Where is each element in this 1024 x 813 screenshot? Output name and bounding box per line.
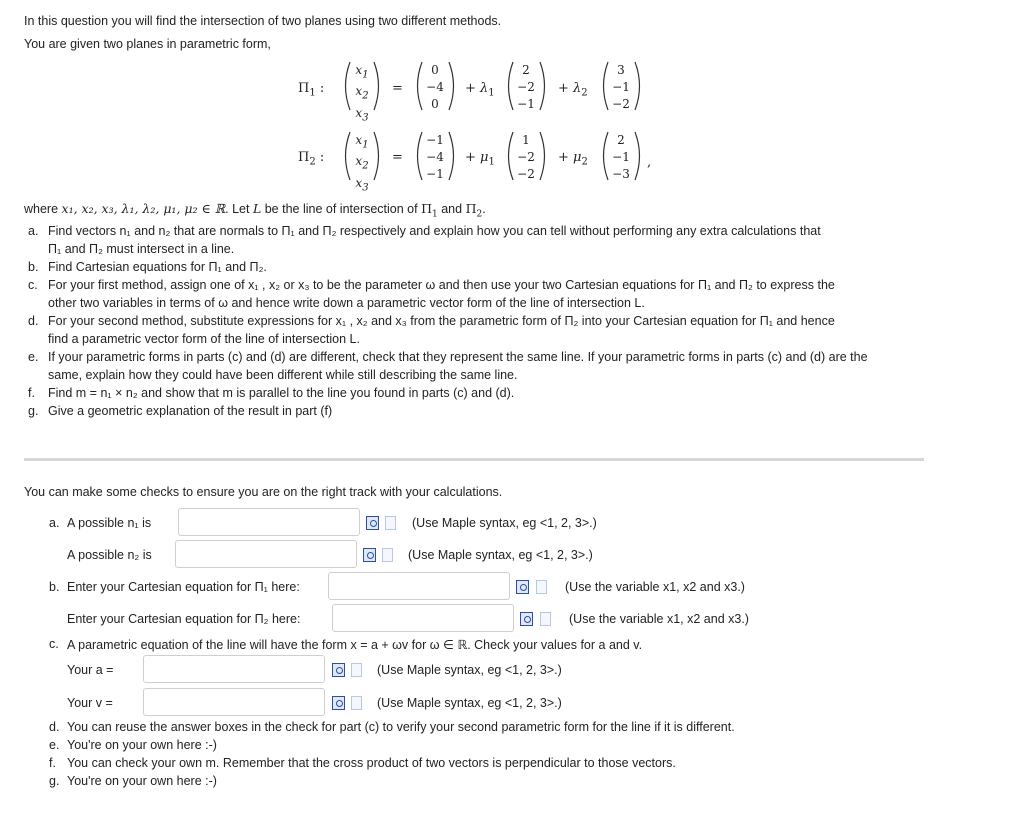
part-d: d. For your second method, substitute expressions for x₁ , x₂ and x₃ from the parametric form of Π₂ into your Cartesian equation for Π₁ and hence find a parametric vector form of the line of intersection L.: [28, 314, 835, 346]
plane1-dir2-vector: 3 −1 −2: [612, 63, 630, 111]
check-b-label: b.: [49, 580, 60, 594]
check-d-label: d.: [49, 720, 60, 734]
help-icon[interactable]: [351, 696, 362, 710]
preview-icon[interactable]: [366, 516, 379, 530]
check-c-text: A parametric equation of the line will have the form x = a + ωv for ω ∈ ℝ. Check your values for a and v.: [67, 638, 643, 652]
part-b: b. Find Cartesian equations for Π₁ and Π₂.: [28, 260, 267, 274]
check-f-text: You can check your own m. Remember that the cross product of two vectors is perpendicular to those vectors.: [67, 756, 676, 770]
check-a2-text: A possible n₂ is: [67, 548, 152, 562]
help-icon[interactable]: [540, 612, 551, 626]
variable-hint: (Use the variable x1, x2 and x3.): [569, 612, 749, 626]
plane1-name: Π: [298, 81, 310, 96]
intro-line-2: You are given two planes in parametric form,: [24, 37, 271, 51]
a-vector-input[interactable]: [143, 655, 325, 683]
check-g-text: You're on your own here :-): [67, 774, 217, 788]
plane2-name: Π: [298, 150, 310, 165]
preview-icon[interactable]: [516, 580, 529, 594]
help-icon[interactable]: [385, 516, 396, 530]
part-c: c. For your first method, assign one of x₁ , x₂ or x₃ to be the parameter ω and then use your two Cartesian equations for Π₁ and Π₂ to express the other two variables in terms of ω and hence write down a parametric vector form of the line of intersection L.: [28, 278, 835, 310]
paren-right: [372, 60, 384, 112]
help-icon[interactable]: [536, 580, 547, 594]
plane2-dir1-vector: 1 −2 −2: [517, 133, 535, 181]
check-d-text: You can reuse the answer boxes in the check for part (c) to verify your second parametric form for the line if it is different.: [67, 720, 735, 734]
paren-right: [372, 130, 384, 182]
where-line: where x₁, x₂, x₃, λ₁, λ₂, μ₁, μ₂ ∈ ℝ. Let L be the line of intersection of $\Pi_1$ and $\Pi_2$.: [24, 201, 486, 220]
check-g-label: g.: [49, 774, 60, 788]
preview-icon[interactable]: [363, 548, 376, 562]
help-icon[interactable]: [351, 663, 362, 677]
plane2-vars-vector: $x_1$ $x_2$ $x_3$: [355, 133, 369, 194]
variables-set: x₁, x₂, x₃, λ₁, λ₂, μ₁, μ₂ ∈ ℝ: [61, 201, 226, 216]
section-divider: [24, 458, 924, 461]
paren-right: [633, 60, 645, 112]
check-a-label: a.: [49, 516, 60, 530]
variable-hint: (Use the variable x1, x2 and x3.): [565, 580, 745, 594]
n1-input[interactable]: [178, 508, 360, 536]
n2-input[interactable]: [175, 540, 357, 568]
check-c-a-text: Your a =: [67, 663, 114, 677]
plane2-dir2-vector: 2 −1 −3: [612, 133, 630, 181]
plane1-dir1-vector: 2 −2 −1: [517, 63, 535, 111]
cartesian1-input[interactable]: [328, 572, 510, 600]
check-e-label: e.: [49, 738, 60, 752]
cartesian2-input[interactable]: [332, 604, 514, 632]
v-vector-input[interactable]: [143, 688, 325, 716]
help-icon[interactable]: [382, 548, 393, 562]
paren-right: [633, 130, 645, 182]
preview-icon[interactable]: [332, 696, 345, 710]
maple-hint: (Use Maple syntax, eg <1, 2, 3>.): [377, 663, 562, 677]
preview-icon[interactable]: [332, 663, 345, 677]
intro-line-1: In this question you will find the intersection of two planes using two different methods.: [24, 14, 502, 28]
checks-intro: You can make some checks to ensure you are on the right track with your calculations.: [24, 485, 503, 499]
check-b1-text: Enter your Cartesian equation for Π₁ here:: [67, 580, 300, 594]
plane2-sub: 2: [309, 156, 316, 168]
part-a: a. Find vectors n₁ and n₂ that are normals to Π₁ and Π₂ respectively and explain how you can tell without performing any extra calculations that Π₁ and Π₂ must intersect in a line.: [28, 224, 821, 256]
check-f-label: f.: [49, 756, 56, 770]
maple-hint: (Use Maple syntax, eg <1, 2, 3>.): [412, 516, 597, 530]
plane1-point-vector: 0 −4 0: [426, 63, 444, 111]
check-c-label: c.: [49, 637, 59, 651]
question-parts: [28, 222, 868, 420]
check-a1-text: A possible n₁ is: [67, 516, 152, 530]
paren-right: [538, 130, 550, 182]
question-page: In this question you will find the intersection of two planes using two different methods. You are given two planes in parametric form, $\Pi_1$ : $x_1$ $x_2$ $x_3$ = 0 −4 0 + $\lambda_1$ 2 −2 −1 + $\lambda_2$ 3 −1 −2 $\Pi_2$ : $x_1$ $x_2$ $x_3$ = −1 −4 −1 + $\mu_1$ 1 −2 −2 + $\mu_2$ 2 −1 −3 , where x₁, x₂, x₃, λ₁, λ₂, μ₁, μ₂ ∈ ℝ. Let L be the line of intersection of $\Pi_1$ and $\Pi_2$. a. Find vectors n₁ and n₂ that are normals to Π₁ and Π₂ respectively and explain how you can tell without performing any extra calculations that Π₁ and Π₂ must intersect in a line. b. Find Cartesian equations for Π₁ and Π₂. c. For your first method, assign one of x₁ , x₂ or x₃ to be the parameter ω and then use your two Cartesian equations for Π₁ and Π₂ to express the other two variables in terms of ω and hence write down a parametric vector form of the line of intersection L. d. For your second method, substitute expressions for x₁ , x₂ and x₃ from the parametric form of Π₂ into your Cartesian equation for Π₁ and hence find a parametric vector form of the line of intersection L. e. If your parametric forms in parts (c) and (d) are different, check that they represent the same line. If your parametric forms in parts (c) and (d) are the same, explain how they could have been different while still describing the same line. f. Find m = n₁ × n₂ and show that m is parallel to the line you found in parts (c) and (d). g. Give a geometric explanation of the result in part (f) You can make some checks to ensure you are on the right track with your calculations. a. A possible n₁ is (Use Maple syntax, eg <1, 2, 3>.) A possible n₂ is (Use Maple syntax, eg <1, 2, 3>.) b. Enter your Cartesian equation for Π₁ here: (Use the variable x1, x2 and x3.) Enter your Cartesian equation for Π₂ here: (Use the variable x1, x2 and x3.) c. A parametric equation of the line will have the form x = a + ωv for ω ∈ ℝ. Check your values for a and v. Your a = (Use Maple syntax, eg <1, 2, 3>.) Your v = (Use Maple syntax, eg <1, 2, 3>.) d. You can reuse the answer boxes in the check for part (c) to verify your second parametric form for the line if it is different. e. You're on your own here :-) f. You can check your own m. Remember that the cross product of two vectors is perpendicular to those vectors. g. You're on your own here :-): [0, 0, 1024, 813]
maple-hint: (Use Maple syntax, eg <1, 2, 3>.): [377, 696, 562, 710]
preview-icon[interactable]: [520, 612, 533, 626]
part-f: f. Find m = n₁ × n₂ and show that m is parallel to the line you found in parts (c) and (d).: [28, 386, 515, 400]
check-e-text: You're on your own here :-): [67, 738, 217, 752]
plane1-sub: 1: [309, 87, 316, 99]
maple-hint: (Use Maple syntax, eg <1, 2, 3>.): [408, 548, 593, 562]
check-b2-text: Enter your Cartesian equation for Π₂ here:: [67, 612, 301, 626]
plane1-vars-vector: $x_1$ $x_2$ $x_3$: [355, 63, 369, 124]
part-e: e. If your parametric forms in parts (c) and (d) are different, check that they represent the same line. If your parametric forms in parts (c) and (d) are the same, explain how they could have been different while still describing the same line.: [28, 350, 868, 382]
paren-right: [447, 130, 459, 182]
check-c-v-text: Your v =: [67, 696, 113, 710]
part-g: g. Give a geometric explanation of the result in part (f): [28, 404, 333, 418]
plane2-point-vector: −1 −4 −1: [426, 133, 444, 181]
paren-right: [538, 60, 550, 112]
paren-right: [447, 60, 459, 112]
